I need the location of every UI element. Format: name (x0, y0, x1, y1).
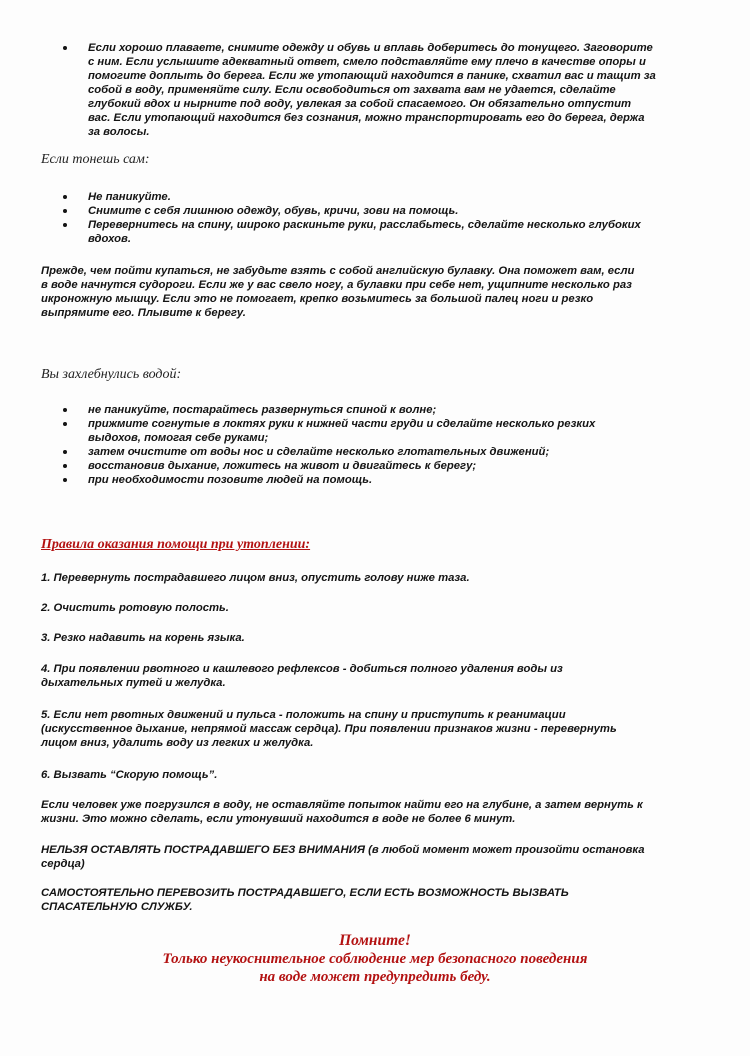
text-line: глубокий вдох и нырните под воду, увлекая за собой спасаемого. Он обязательно отпустит (88, 98, 632, 110)
text-line: собой в воду, применяйте силу. Если освободиться от захвата вам не удается, сделайте (88, 84, 616, 96)
remember-line: Только неукоснительное соблюдение мер безопасного поведения (162, 951, 588, 967)
text-line: с ним. Если услышите адекватный ответ, смело подставляйте ему плечо в качестве опоры и (88, 56, 646, 68)
text-line: выдохов, помогая себе руками; (88, 432, 269, 444)
text-line: 1. Перевернуть пострадавшего лицом вниз, опустить голову ниже таза. (41, 572, 470, 584)
text-line: дыхательных путей и желудка. (41, 677, 226, 689)
text-line: в воде начнутся судороги. Если же у вас свело ногу, а булавки при себе нет, ущипните несколько раз (41, 279, 632, 291)
list-item (63, 204, 723, 218)
bullet-icon (63, 450, 67, 454)
rule-step (41, 662, 731, 690)
text-line: лицом вниз, удалить воду из легких и желудка. (41, 737, 314, 749)
text-line: помогите доплыть до берега. Если же утопающий находится в панике, схватил вас и тащит за (88, 70, 656, 82)
text-line: 2. Очистить ротовую полость. (41, 602, 229, 614)
text-line: Если хорошо плаваете, снимите одежду и обувь и вплавь доберитесь до тонущего. Заговорите (88, 42, 653, 54)
text-line: прижмите согнутые в локтях руки к нижней части груди и сделайте несколько резких (88, 418, 596, 430)
bullet-icon (63, 223, 67, 227)
text-line: Перевернитесь на спину, широко раскиньте руки, расслабьтесь, сделайте несколько глубоких (88, 219, 641, 231)
text-line: жизни. Это можно сделать, если утонувший находится в воде не более 6 минут. (41, 813, 516, 825)
text-line: НЕЛЬЗЯ ОСТАВЛЯТЬ ПОСТРАДАВШЕГО БЕЗ ВНИМАНИЯ (в любой момент может произойти остановка (41, 844, 645, 856)
list-item (63, 459, 723, 473)
text-line: 5. Если нет рвотных движений и пульса - положить на спину и приступить к реанимации (41, 709, 566, 721)
bullet-icon (63, 478, 67, 482)
sinking-bullet-list (63, 190, 723, 246)
rule-note (41, 798, 731, 826)
text-line: выпрямите его. Плывите к берегу. (41, 307, 246, 319)
bullet-icon (63, 46, 67, 50)
bullet-icon (63, 464, 67, 468)
remember-line: на воде может предупредить беду. (259, 969, 491, 985)
text-line: восстановив дыхание, ложитесь на живот и двигайтесь к берегу; (88, 460, 477, 472)
text-line: за волосы. (88, 126, 150, 138)
text-line: Прежде, чем пойти купаться, не забудьте взять с собой английскую булавку. Она поможет вам, если (41, 265, 635, 277)
remember-block (100, 932, 650, 986)
bullet-icon (63, 422, 67, 426)
rule-step (41, 768, 731, 782)
rule-step (41, 631, 731, 645)
text-line: (искусственное дыхание, непрямой массаж сердца). При появлении признаков жизни - перевернуть (41, 723, 617, 735)
rule-step (41, 601, 731, 615)
bullet-icon (63, 408, 67, 412)
text-line: Снимите с себя лишнюю одежду, обувь, кричи, зови на помощь. (88, 205, 459, 217)
remember-heading: Помните! (339, 932, 411, 949)
rule-note (41, 886, 731, 914)
rule-step (41, 571, 731, 585)
text-line: САМОСТОЯТЕЛЬНО ПЕРЕВОЗИТЬ ПОСТРАДАВШЕГО, ЕСЛИ ЕСТЬ ВОЗМОЖНОСТЬ ВЫЗВАТЬ (41, 887, 569, 899)
text-line: вдохов. (88, 233, 132, 245)
text-line: икроножную мышцу. Если это не помогает, крепко возьмитесь за большой палец ноги и резко (41, 293, 594, 305)
text-line: при необходимости позовите людей на помощь. (88, 474, 373, 486)
text-line: 6. Вызвать “Скорую помощь”. (41, 769, 218, 781)
top-bullet-list (63, 41, 723, 139)
choked-bullet-list (63, 403, 723, 487)
list-item (63, 218, 723, 246)
list-item (63, 473, 723, 487)
section-heading-sinking: Если тонешь сам: (41, 152, 150, 167)
list-item (63, 417, 723, 445)
text-line: 3. Резко надавить на корень языка. (41, 632, 245, 644)
text-line: вас. Если утопающий находится без сознания, можно транспортировать его до берега, держа (88, 112, 645, 124)
list-item (63, 41, 723, 139)
text-line: Если человек уже погрузился в воду, не оставляйте попыток найти его на глубине, а затем вернуть к (41, 799, 643, 811)
list-item (63, 403, 723, 417)
rules-title: Правила оказания помощи при утоплении: (41, 537, 311, 552)
text-line: не паникуйте, постарайтесь развернуться спиной к волне; (88, 404, 437, 416)
text-line: Не паникуйте. (88, 191, 171, 203)
text-line: сердца) (41, 858, 85, 870)
pin-paragraph (41, 264, 731, 320)
bullet-icon (63, 209, 67, 213)
text-line: затем очистите от воды нос и сделайте несколько глотательных движений; (88, 446, 550, 458)
text-line: 4. При появлении рвотного и кашлевого рефлексов - добиться полного удаления воды из (41, 663, 563, 675)
rule-note (41, 843, 731, 871)
list-item (63, 445, 723, 459)
text-line: СПАСАТЕЛЬНУЮ СЛУЖБУ. (41, 901, 193, 913)
rule-step (41, 708, 731, 750)
list-item (63, 190, 723, 204)
bullet-icon (63, 195, 67, 199)
section-heading-choked: Вы захлебнулись водой: (41, 367, 182, 382)
